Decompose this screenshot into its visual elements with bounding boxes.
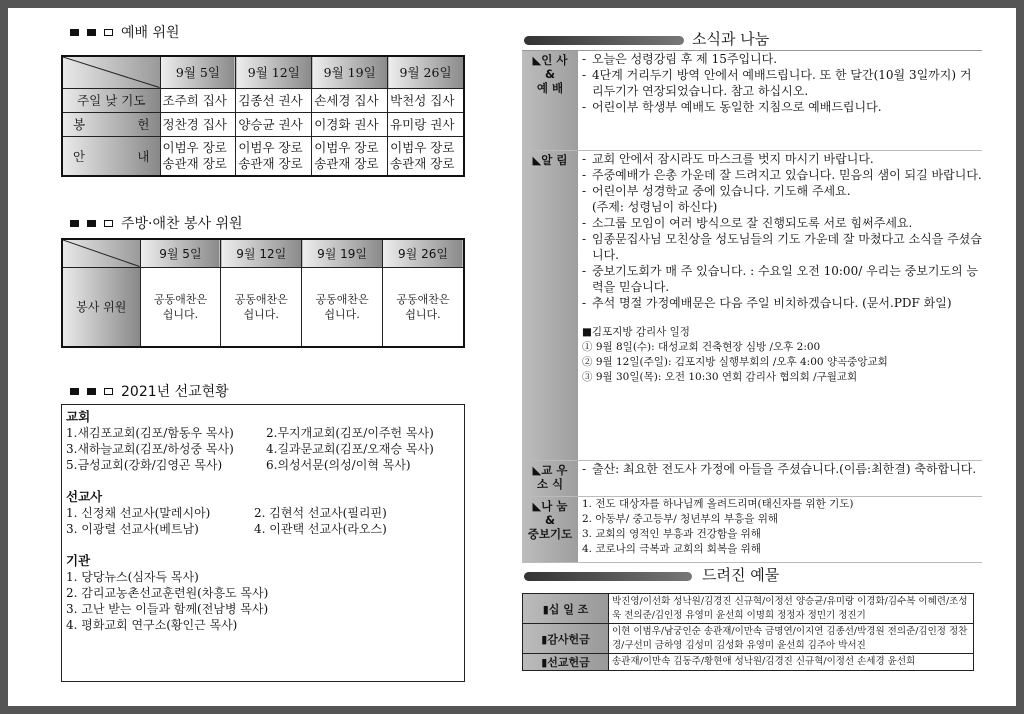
list-item: 6.의성서문(의성/이혁 목사) xyxy=(266,458,411,472)
service-cell: 공동애찬은 쉽니다. xyxy=(382,267,464,347)
worship-cell: 정찬경 집사 xyxy=(160,112,236,136)
list-item: 1. 신정채 선교사(말레시아) xyxy=(66,506,211,520)
offering-row xyxy=(523,594,973,624)
missionary-heading: 선교사 xyxy=(66,489,103,504)
church-heading: 교회 xyxy=(66,409,91,424)
list-item: 3. 고난 받는 이들과 함께(전남병 목사) xyxy=(66,602,269,616)
news-section-greeting xyxy=(522,51,982,151)
worship-cell: 박천성 집사 xyxy=(388,88,464,112)
service-table xyxy=(61,238,465,348)
offering-title: 드려진 예물 xyxy=(702,566,780,584)
section-body xyxy=(578,497,982,562)
list-item: 3. 이광렬 선교사(베트남) xyxy=(66,522,199,536)
service-date: 9월 26일 xyxy=(382,239,464,267)
news-item: 주중예배가 은총 가운데 잘 드려지고 있습니다. 믿음의 샘이 되길 바랍니다. xyxy=(592,168,982,182)
table-corner xyxy=(62,56,160,88)
worship-cell: 양승균 권사 xyxy=(236,112,312,136)
square-bullet-icon xyxy=(70,388,79,395)
title-bar-decoration xyxy=(524,36,684,45)
service-cell: 공동애찬은 쉽니다. xyxy=(221,267,302,347)
square-outline-icon xyxy=(104,220,113,227)
news-item: 임종문집사님 모친상을 성도님들의 기도 가운데 잘 마쳤다고 소식을 주셨습니다. xyxy=(592,232,982,262)
prayer-item: 2. 아동부/ 중고등부/ 청년부의 부흥을 위해 xyxy=(582,513,779,525)
service-date: 9월 5일 xyxy=(140,239,221,267)
mission-section-title xyxy=(70,381,229,401)
square-bullet-icon xyxy=(87,29,96,36)
news-item: 소그룹 모임이 여러 방식으로 잘 진행되도록 서로 힘써주세요. xyxy=(592,216,913,230)
section-label: ◣알 림 xyxy=(522,151,578,460)
offering-names: 박진영/이선화 성낙원/김경진 신규혁/이정선 양승균/유미랑 이경화/김수복 이혜련/조성욱 전의준/김인정 유영미 윤선희 이명희 정정자 정민기 정진기 xyxy=(612,596,968,621)
service-date: 9월 19일 xyxy=(302,239,383,267)
offering-label: ▮선교헌금 xyxy=(523,654,609,670)
row-label: 봉 헌 xyxy=(62,112,160,136)
schedule-item: ③ 9월 30일(목): 오전 10:30 연회 감리사 협의회 /구월교회 xyxy=(582,371,858,383)
news-board xyxy=(522,50,982,563)
district-schedule xyxy=(582,325,982,385)
square-outline-icon xyxy=(104,388,113,395)
service-date: 9월 12일 xyxy=(221,239,302,267)
news-title: 소식과 나눔 xyxy=(692,30,770,48)
worship-cell: 손세경 집사 xyxy=(312,88,388,112)
worship-cell: 조주희 집사 xyxy=(160,88,236,112)
news-section-prayer xyxy=(522,497,982,563)
row-label: 주일 낮 기도 xyxy=(62,88,160,112)
service-title: 주방·애찬 봉사 위원 xyxy=(121,216,243,232)
offering-table xyxy=(522,593,974,671)
offering-label: ▮십 일 조 xyxy=(523,594,609,623)
table-corner xyxy=(62,239,140,267)
news-item: 어린이부 성경학교 중에 있습니다. 기도해 주세요. (주제: 성령님이 하신다) xyxy=(592,184,851,214)
worship-cell: 이범우 장로 송관재 장로 xyxy=(388,136,464,176)
square-bullet-icon xyxy=(70,29,79,36)
list-item: 4. 이관택 선교사(라오스) xyxy=(254,522,387,536)
worship-date: 9월 5일 xyxy=(160,56,236,88)
service-cell: 공동애찬은 쉽니다. xyxy=(302,267,383,347)
section-body: - 교회 안에서 잠시라도 마스크를 벗지 마시기 바랍니다. - 주중예배가 은총 가운데 잘 드려지고 있습니다. 믿음의 샘이 되길 바랍니다. - 어린이부 성경학교 중에 있습니다. 기도해 주세요. (주제: 성령님이 하신다) - 소그룹 모임이 여러 방식으로 잘 진행되도록 서로 힘써주세요. - 임종문집사님 모친상을 성도님들의 기도 가운데 잘 마쳤다고 소식을 주셨습니다. - 중보기도회가 매 주 있습니다. : 수요일 오전 10:00/ 우리는 중보기도의 능력을 믿습니다. - 추석 명절 가정예배문은 다음 주일 비치하겠습니다. (문서.PDF 화일) ■김포지방 감리사 일정 ① 9월 8일(수): 대성교회 건축현장 심방 /오후 2:00 ② 9월 12일(주일): 김포지방 실행부회의 /오후 4:00 양곡중앙교회 ③ 9월 30일(목): 오전 10:30 연회 감리사 협의회 /구월교회 xyxy=(582,152,982,383)
list-item: 3.새하늘교회(김포/하성중 목사) xyxy=(66,442,234,456)
worship-table xyxy=(61,55,465,177)
mission-title: 2021년 선교현황 xyxy=(121,384,229,400)
offering-row xyxy=(523,654,973,670)
list-item: 4. 평화교회 연구소(황인근 목사) xyxy=(66,618,238,632)
news-item: 4단계 거리두기 방역 안에서 예배드립니다. 또 한 달간(10월 3일까지) 거리두기가 연장되었습니다. 참고 하십시오. xyxy=(592,68,972,98)
section-body: - 오늘은 성령강림 후 제 15주입니다. - 4단계 거리두기 방역 안에서 예배드립니다. 또 한 달간(10월 3일까지) 거리두기가 연장되었습니다. 참고 하십시오. - 어린이부 학생부 예배도 동일한 지침으로 예배드립니다. xyxy=(578,51,982,150)
bulletin-page xyxy=(8,8,1016,706)
row-label: 봉사 위원 xyxy=(62,267,140,347)
worship-date: 9월 12일 xyxy=(236,56,312,88)
list-item: 2. 김현석 선교사(필리핀) xyxy=(254,506,387,520)
section-label: ◣교 우 소 식 xyxy=(522,461,578,496)
missionary-list xyxy=(66,505,460,537)
offering-row xyxy=(523,624,973,654)
schedule-title: ■김포지방 감리사 일정 xyxy=(582,326,690,338)
worship-cell: 이범우 장로 송관재 장로 xyxy=(312,136,388,176)
schedule-item: ② 9월 12일(주일): 김포지방 실행부회의 /오후 4:00 양곡중앙교회 xyxy=(582,356,888,368)
prayer-item: 4. 코로나의 극복과 교회의 회복을 위해 xyxy=(582,543,761,555)
news-item: 오늘은 성령강림 후 제 15주입니다. xyxy=(592,52,778,66)
mission-box xyxy=(61,404,465,682)
church-list xyxy=(66,425,460,473)
worship-date: 9월 26일 xyxy=(388,56,464,88)
list-item: 1.새김포교회(김포/함동우 목사) xyxy=(66,426,234,440)
prayer-item: 1. 전도 대상자를 하나님께 올려드리며(태신자를 위한 기도) xyxy=(582,498,854,510)
schedule-item: ① 9월 8일(수): 대성교회 건축현장 심방 /오후 2:00 xyxy=(582,341,821,353)
news-item: 추석 명절 가정예배문은 다음 주일 비치하겠습니다. (문서.PDF 화일) xyxy=(592,296,952,310)
list-item: 4.길과문교회(김포/오재승 목사) xyxy=(266,442,434,456)
service-section-title xyxy=(70,213,243,233)
news-section-members xyxy=(522,461,982,497)
worship-cell: 유미랑 권사 xyxy=(388,112,464,136)
news-item: 출산: 최요한 전도사 가정에 아들을 주셨습니다.(이름:최한결) 축하합니다. xyxy=(592,462,977,476)
list-item: 1. 당당뉴스(심자득 목사) xyxy=(66,570,199,584)
worship-section-title xyxy=(70,22,180,42)
news-item: 중보기도회가 매 주 있습니다. : 수요일 오전 10:00/ 우리는 중보기도의 능력을 믿습니다. xyxy=(592,264,979,294)
section-body: - 출산: 최요한 전도사 가정에 아들을 주셨습니다.(이름:최한결) 축하합니다. xyxy=(582,462,977,476)
list-item: 5.금성교회(강화/김영곤 목사) xyxy=(66,458,223,472)
section-label: ◣나 눔 & 중보기도 xyxy=(522,497,578,562)
list-item: 2.무지개교회(김포/이주헌 목사) xyxy=(266,426,434,440)
offering-label: ▮감사헌금 xyxy=(523,624,609,653)
worship-cell: 김종선 권사 xyxy=(236,88,312,112)
square-outline-icon xyxy=(104,29,113,36)
org-heading: 기관 xyxy=(66,553,91,568)
square-bullet-icon xyxy=(87,388,96,395)
news-item: 어린이부 학생부 예배도 동일한 지침으로 예배드립니다. xyxy=(592,100,882,114)
square-bullet-icon xyxy=(70,220,79,227)
news-section-notice xyxy=(522,151,982,461)
worship-title: 예배 위원 xyxy=(121,25,180,41)
service-cell: 공동애찬은 쉽니다. xyxy=(140,267,221,347)
offering-names: 송관재/이만속 김동주/황현애 성낙원/김경진 신규혁/이정선 손세경 윤선희 xyxy=(612,656,916,667)
section-label: ◣인 사 & 예 배 xyxy=(522,51,578,150)
news-item: 교회 안에서 잠시라도 마스크를 벗지 마시기 바랍니다. xyxy=(592,152,874,166)
worship-date: 9월 19일 xyxy=(312,56,388,88)
prayer-item: 3. 교회의 영적인 부흥과 건강함을 위해 xyxy=(582,528,761,540)
offering-names: 이현 이범우/남궁인순 송관재/이만속 금명연/이지연 김종선/박경원 전의준/김인정 정찬경/구선미 금하영 김성미 김성화 유영미 윤선희 김주아 박서진 xyxy=(612,626,968,651)
worship-cell: 이범우 장로 송관재 장로 xyxy=(160,136,236,176)
org-list xyxy=(66,569,460,633)
row-label: 안 내 xyxy=(62,136,160,176)
title-bar-decoration xyxy=(524,572,692,581)
square-bullet-icon xyxy=(87,220,96,227)
list-item: 2. 감리교농촌선교훈련원(차흥도 목사) xyxy=(66,586,269,600)
worship-cell: 이범우 장로 송관재 장로 xyxy=(236,136,312,176)
worship-cell: 이경화 권사 xyxy=(312,112,388,136)
